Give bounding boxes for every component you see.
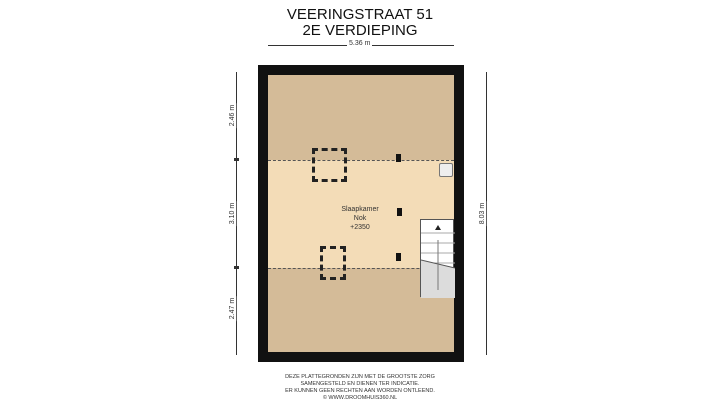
stairs-icon <box>421 220 455 298</box>
total-height-dimension: 8.03 m <box>479 202 487 225</box>
room-height: +2350 <box>350 224 370 231</box>
low-ceiling-area-top <box>268 75 454 160</box>
staircase <box>420 219 454 297</box>
room-name: Slaapkamer <box>341 206 379 213</box>
room-sublabel: Nok <box>353 215 367 222</box>
middle-section-dimension: 3.10 m <box>229 202 237 225</box>
beam-mark <box>396 253 401 261</box>
plan-title: VEERINGSTRAAT 51 <box>286 6 434 23</box>
disclaimer-line: DEZE PLATTEGRONDEN ZIJN MET DE GROOTSTE ZORG <box>285 374 435 380</box>
disclaimer <box>0 374 720 402</box>
disclaimer-line: SAMENGESTELD EN DIENEN TER INDICATIE. <box>300 381 420 387</box>
top-section-dimension: 2.46 m <box>229 104 237 127</box>
beam-mark <box>397 208 402 216</box>
room-label <box>330 205 390 232</box>
ceiling-height-line <box>268 160 454 161</box>
disclaimer-link: © WWW.DROOMHUIS360.NL <box>322 395 398 401</box>
dimension-tick <box>234 266 239 269</box>
plan-subtitle: 2E VERDIEPING <box>302 22 418 39</box>
bottom-section-dimension: 2.47 m <box>229 297 237 320</box>
skylight-bottom <box>320 246 346 280</box>
sink-icon <box>439 163 453 177</box>
width-dimension-label: 5.36 m <box>349 40 371 47</box>
skylight-top <box>312 148 347 182</box>
beam-mark <box>396 154 401 162</box>
dimension-tick <box>234 158 239 161</box>
disclaimer-line: ER KUNNEN GEEN RECHTEN AAN WORDEN ONTLEEND. <box>285 388 435 394</box>
